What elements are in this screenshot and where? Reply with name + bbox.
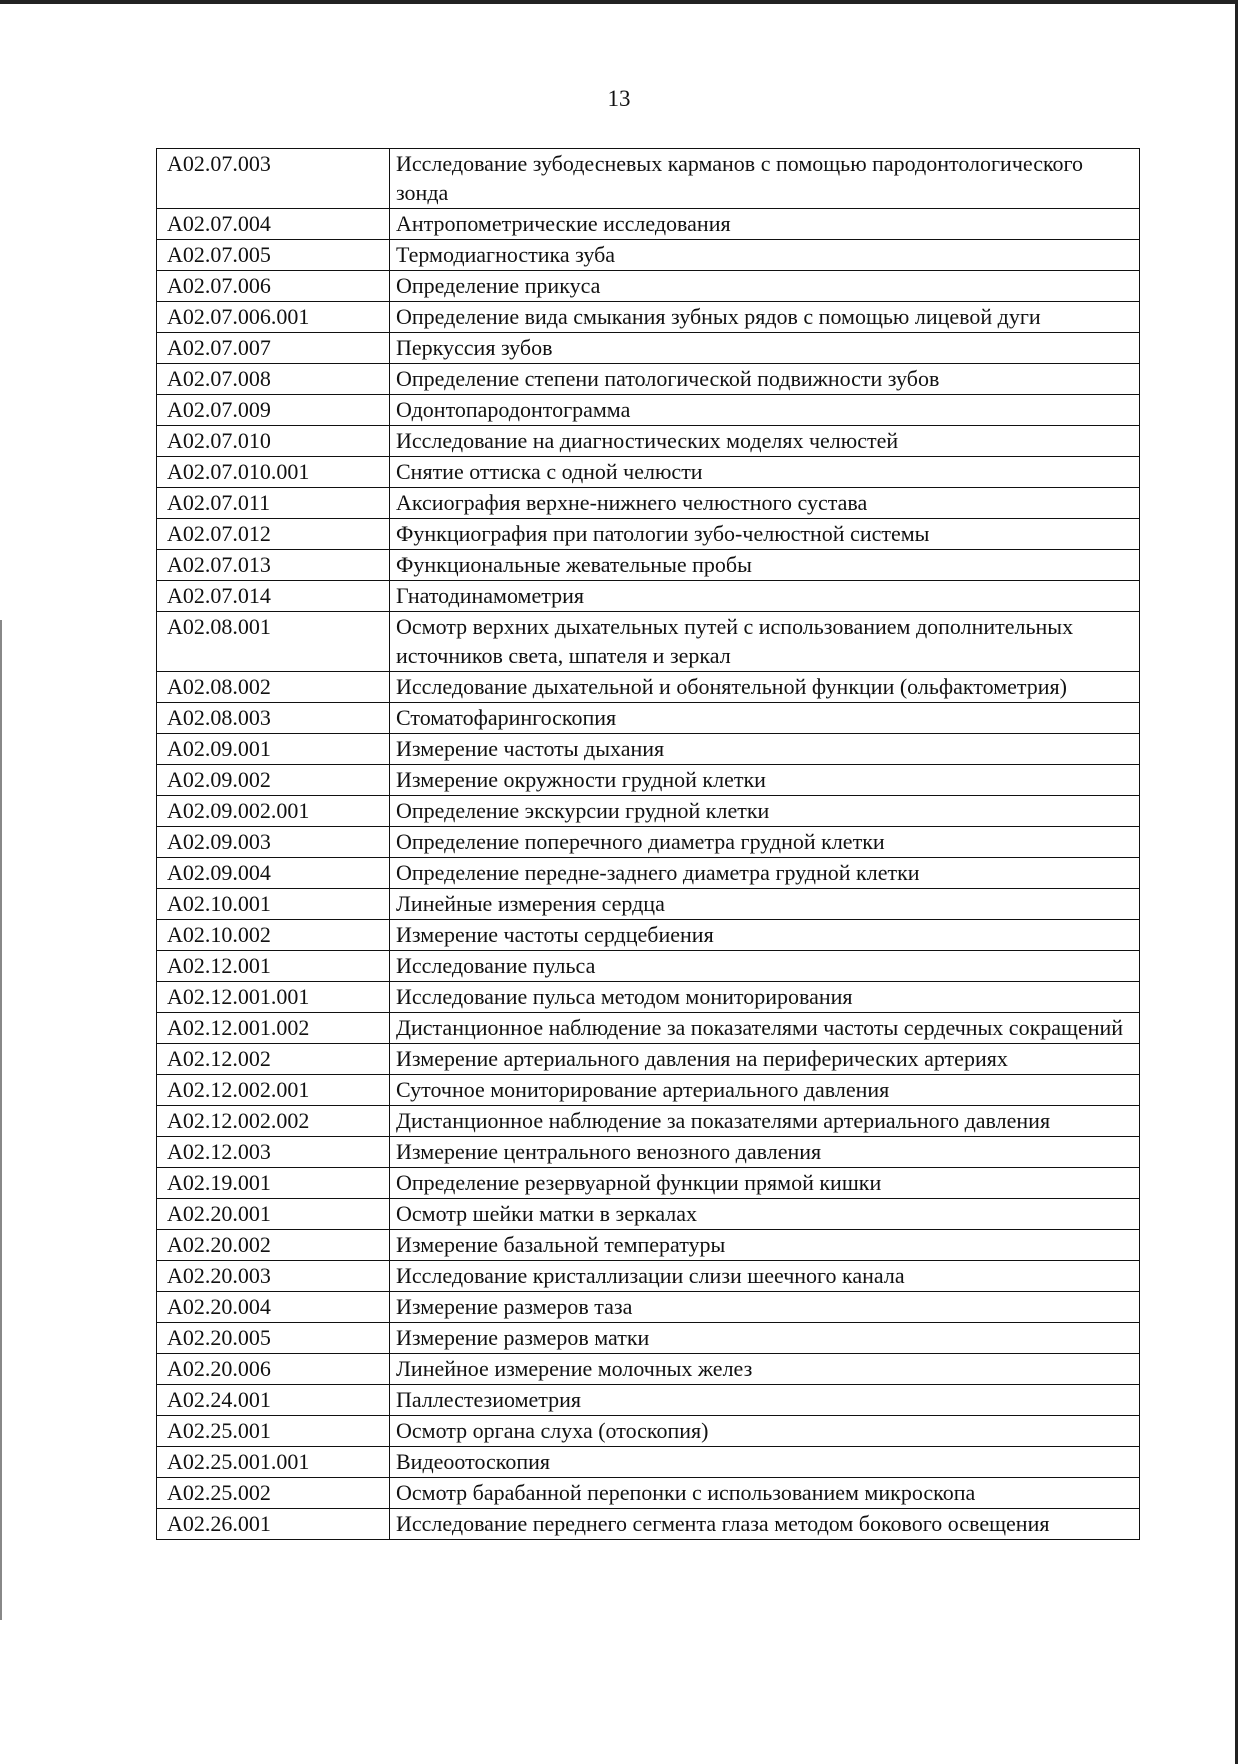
table-row bbox=[157, 550, 1140, 581]
service-code: A02.07.009 bbox=[157, 395, 390, 426]
service-description: Линейное измерение молочных желез bbox=[390, 1354, 1140, 1385]
service-code: A02.10.001 bbox=[157, 889, 390, 920]
service-description: Стоматофарингоскопия bbox=[390, 703, 1140, 734]
table-row bbox=[157, 1416, 1140, 1447]
service-code: A02.09.001 bbox=[157, 734, 390, 765]
table-row bbox=[157, 1509, 1140, 1540]
service-code: A02.07.006 bbox=[157, 271, 390, 302]
service-code: A02.07.010 bbox=[157, 426, 390, 457]
table-row bbox=[157, 302, 1140, 333]
service-description: Измерение частоты сердцебиения bbox=[390, 920, 1140, 951]
service-description: Исследование пульса bbox=[390, 951, 1140, 982]
table-row bbox=[157, 581, 1140, 612]
table-row bbox=[157, 1075, 1140, 1106]
service-code: A02.24.001 bbox=[157, 1385, 390, 1416]
table-row bbox=[157, 209, 1140, 240]
service-code: A02.07.004 bbox=[157, 209, 390, 240]
service-description: Осмотр шейки матки в зеркалах bbox=[390, 1199, 1140, 1230]
service-description: Осмотр барабанной перепонки с использованием микроскопа bbox=[390, 1478, 1140, 1509]
service-description: Функциография при патологии зубо-челюстной системы bbox=[390, 519, 1140, 550]
table-row bbox=[157, 519, 1140, 550]
page-number: 13 bbox=[607, 86, 631, 111]
table-row bbox=[157, 240, 1140, 271]
service-code: A02.09.003 bbox=[157, 827, 390, 858]
service-code: A02.10.002 bbox=[157, 920, 390, 951]
service-code: A02.07.011 bbox=[157, 488, 390, 519]
service-code: A02.20.005 bbox=[157, 1323, 390, 1354]
service-code: A02.08.003 bbox=[157, 703, 390, 734]
service-code: A02.07.008 bbox=[157, 364, 390, 395]
table-row bbox=[157, 1447, 1140, 1478]
service-description: Антропометрические исследования bbox=[390, 209, 1140, 240]
service-description: Осмотр верхних дыхательных путей с использованием дополнительных источников света, шпателя и зеркал bbox=[390, 612, 1140, 672]
table-row bbox=[157, 364, 1140, 395]
service-description: Определение степени патологической подвижности зубов bbox=[390, 364, 1140, 395]
service-code: A02.20.006 bbox=[157, 1354, 390, 1385]
table-row bbox=[157, 1385, 1140, 1416]
service-description: Определение экскурсии грудной клетки bbox=[390, 796, 1140, 827]
service-description: Определение прикуса bbox=[390, 271, 1140, 302]
service-description: Измерение окружности грудной клетки bbox=[390, 765, 1140, 796]
service-description: Осмотр органа слуха (отоскопия) bbox=[390, 1416, 1140, 1447]
table-row bbox=[157, 858, 1140, 889]
service-description: Снятие оттиска с одной челюсти bbox=[390, 457, 1140, 488]
service-code: A02.12.001.002 bbox=[157, 1013, 390, 1044]
service-description: Определение вида смыкания зубных рядов с помощью лицевой дуги bbox=[390, 302, 1140, 333]
table-row bbox=[157, 1292, 1140, 1323]
service-code: A02.19.001 bbox=[157, 1168, 390, 1199]
service-description: Исследование переднего сегмента глаза методом бокового освещения bbox=[390, 1509, 1140, 1540]
table-row bbox=[157, 1261, 1140, 1292]
table-row bbox=[157, 796, 1140, 827]
scan-border-top bbox=[0, 0, 1238, 4]
service-code: A02.12.002 bbox=[157, 1044, 390, 1075]
service-code: A02.12.001 bbox=[157, 951, 390, 982]
service-description: Исследование кристаллизации слизи шеечного канала bbox=[390, 1261, 1140, 1292]
service-code: A02.12.001.001 bbox=[157, 982, 390, 1013]
service-description: Аксиография верхне-нижнего челюстного сустава bbox=[390, 488, 1140, 519]
service-description: Дистанционное наблюдение за показателями частоты сердечных сокращений bbox=[390, 1013, 1140, 1044]
table-row bbox=[157, 889, 1140, 920]
service-description: Суточное мониторирование артериального давления bbox=[390, 1075, 1140, 1106]
service-code: A02.07.007 bbox=[157, 333, 390, 364]
table-row bbox=[157, 395, 1140, 426]
service-code: A02.20.004 bbox=[157, 1292, 390, 1323]
service-description: Измерение артериального давления на периферических артериях bbox=[390, 1044, 1140, 1075]
service-code: A02.25.001 bbox=[157, 1416, 390, 1447]
service-code: A02.07.005 bbox=[157, 240, 390, 271]
service-code: A02.07.006.001 bbox=[157, 302, 390, 333]
table-row bbox=[157, 1106, 1140, 1137]
table-row bbox=[157, 1354, 1140, 1385]
service-code: A02.09.002 bbox=[157, 765, 390, 796]
service-code: A02.25.002 bbox=[157, 1478, 390, 1509]
service-description: Гнатодинамометрия bbox=[390, 581, 1140, 612]
service-description: Исследование на диагностических моделях челюстей bbox=[390, 426, 1140, 457]
service-description: Дистанционное наблюдение за показателями артериального давления bbox=[390, 1106, 1140, 1137]
service-description: Измерение базальной температуры bbox=[390, 1230, 1140, 1261]
service-code: A02.08.001 bbox=[157, 612, 390, 672]
service-code: A02.20.003 bbox=[157, 1261, 390, 1292]
service-code: A02.20.001 bbox=[157, 1199, 390, 1230]
table-row bbox=[157, 1137, 1140, 1168]
table-row bbox=[157, 1199, 1140, 1230]
services-table bbox=[156, 148, 1140, 1540]
service-description: Одонтопародонтограмма bbox=[390, 395, 1140, 426]
service-description: Определение передне-заднего диаметра грудной клетки bbox=[390, 858, 1140, 889]
table-row bbox=[157, 1478, 1140, 1509]
service-description: Линейные измерения сердца bbox=[390, 889, 1140, 920]
service-description: Исследование зубодесневых карманов с помощью пародонтологического зонда bbox=[390, 149, 1140, 209]
service-description: Видеоотоскопия bbox=[390, 1447, 1140, 1478]
service-description: Паллестезиометрия bbox=[390, 1385, 1140, 1416]
table-row bbox=[157, 734, 1140, 765]
table-row bbox=[157, 1168, 1140, 1199]
table-row bbox=[157, 426, 1140, 457]
service-description: Измерение размеров матки bbox=[390, 1323, 1140, 1354]
service-code: A02.12.002.002 bbox=[157, 1106, 390, 1137]
service-code: A02.09.004 bbox=[157, 858, 390, 889]
service-code: A02.20.002 bbox=[157, 1230, 390, 1261]
table-row bbox=[157, 149, 1140, 209]
table-row bbox=[157, 457, 1140, 488]
service-code: A02.08.002 bbox=[157, 672, 390, 703]
service-description: Термодиагностика зуба bbox=[390, 240, 1140, 271]
service-description: Перкуссия зубов bbox=[390, 333, 1140, 364]
service-description: Функциональные жевательные пробы bbox=[390, 550, 1140, 581]
table-row bbox=[157, 672, 1140, 703]
service-description: Измерение частоты дыхания bbox=[390, 734, 1140, 765]
services-table-body bbox=[157, 149, 1140, 1540]
table-row bbox=[157, 765, 1140, 796]
service-description: Определение поперечного диаметра грудной клетки bbox=[390, 827, 1140, 858]
service-code: A02.07.003 bbox=[157, 149, 390, 209]
table-row bbox=[157, 271, 1140, 302]
table-row bbox=[157, 1044, 1140, 1075]
table-row bbox=[157, 1230, 1140, 1261]
service-code: A02.25.001.001 bbox=[157, 1447, 390, 1478]
table-row bbox=[157, 982, 1140, 1013]
service-description: Исследование пульса методом мониторирования bbox=[390, 982, 1140, 1013]
service-code: A02.07.013 bbox=[157, 550, 390, 581]
service-code: A02.07.012 bbox=[157, 519, 390, 550]
service-code: A02.26.001 bbox=[157, 1509, 390, 1540]
table-row bbox=[157, 920, 1140, 951]
table-row bbox=[157, 1013, 1140, 1044]
scan-edge-left bbox=[0, 620, 2, 1620]
table-row bbox=[157, 703, 1140, 734]
service-code: A02.12.003 bbox=[157, 1137, 390, 1168]
service-description: Измерение центрального венозного давления bbox=[390, 1137, 1140, 1168]
service-code: A02.07.010.001 bbox=[157, 457, 390, 488]
table-row bbox=[157, 1323, 1140, 1354]
service-code: A02.07.014 bbox=[157, 581, 390, 612]
table-row bbox=[157, 612, 1140, 672]
service-description: Исследование дыхательной и обонятельной функции (ольфактометрия) bbox=[390, 672, 1140, 703]
service-description: Измерение размеров таза bbox=[390, 1292, 1140, 1323]
service-description: Определение резервуарной функции прямой кишки bbox=[390, 1168, 1140, 1199]
table-row bbox=[157, 488, 1140, 519]
table-row bbox=[157, 951, 1140, 982]
service-code: A02.12.002.001 bbox=[157, 1075, 390, 1106]
table-row bbox=[157, 333, 1140, 364]
service-code: A02.09.002.001 bbox=[157, 796, 390, 827]
table-row bbox=[157, 827, 1140, 858]
